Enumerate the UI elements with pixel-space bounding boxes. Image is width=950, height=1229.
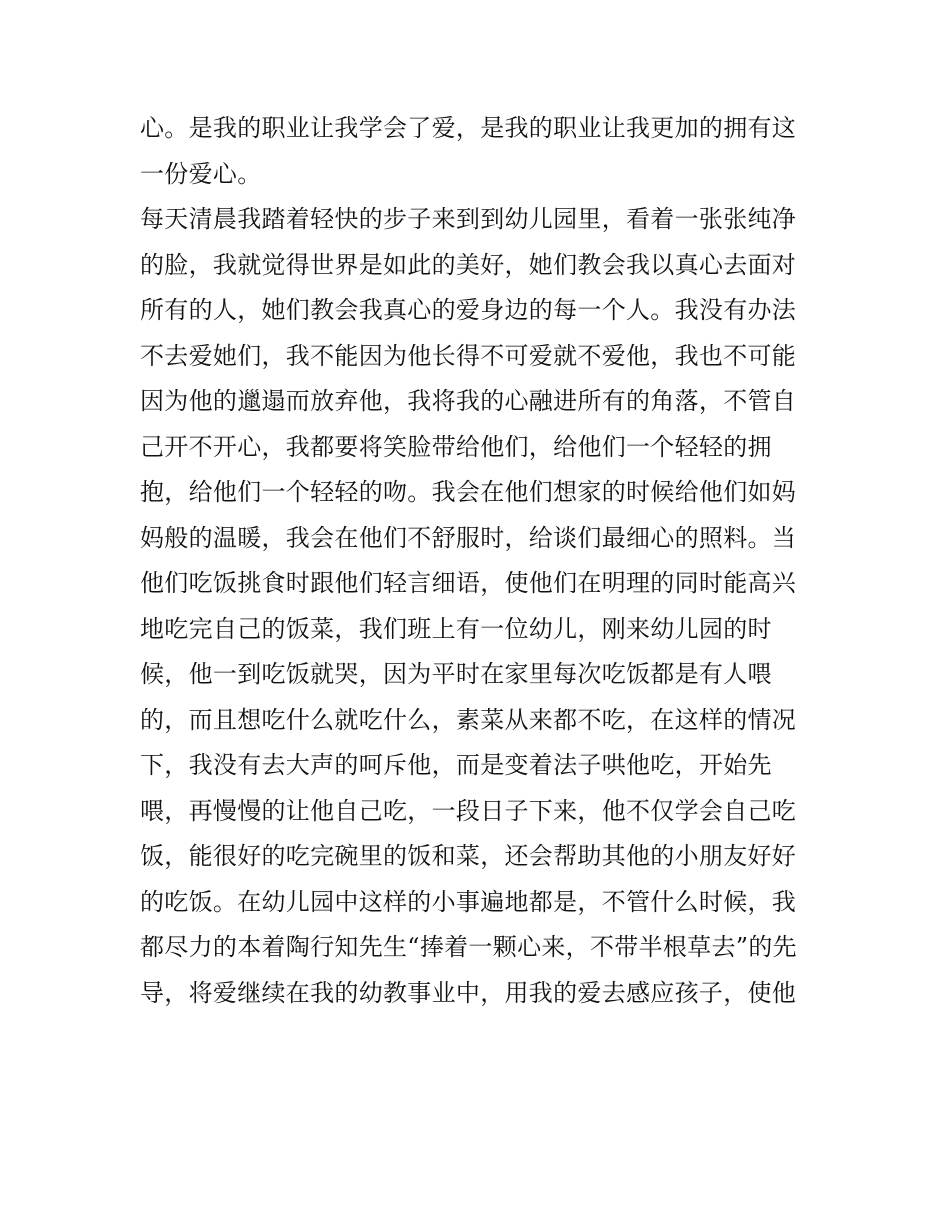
text-line: 心。是我的职业让我学会了爱，是我的职业让我更加的拥有这 [140,114,797,142]
text-line: 己开不开心，我都要将笑脸带给他们，给他们一个轻轻的拥 [140,432,772,461]
text-line: 因为他的邋遢而放弃他，我将我的心融进所有的角落，不管自 [140,387,797,415]
text-line: 的吃饭。在幼儿园中这样的小事遍地都是，不管什么时候，我 [140,887,797,916]
text-line: 都尽力的本着陶行知先生“捧着一颗心来，不带半根草去”的先 [140,933,797,961]
text-line: 喂，再慢慢的让他自己吃，一段日子下来，他不仅学会自己吃 [140,796,797,825]
text-line: 妈般的温暖，我会在他们不舒服时，给谈们最细心的照料。当 [140,523,797,552]
text-line: 候，他一到吃饭就哭，因为平时在家里每次吃饭都是有人喂 [140,660,772,688]
body-text [140,106,820,1016]
text-line: 导，将爱继续在我的幼教事业中，用我的爱去感应孩子，使他 [140,978,797,1007]
text-line: 下，我没有去大声的呵斥他，而是变着法子哄他吃，开始先 [140,751,772,779]
text-line: 不去爱她们，我不能因为他长得不可爱就不爱他，我也不可能 [140,341,797,370]
text-line: 所有的人，她们教会我真心的爱身边的每一个人。我没有办法 [140,296,797,324]
text-line: 抱，给他们一个轻轻的吻。我会在他们想家的时候给他们如妈 [140,478,797,506]
text-line: 饭，能很好的吃完碗里的饭和菜，还会帮助其他的小朋友好好 [140,842,797,870]
text-line: 每天清晨我踏着轻快的步子来到到幼儿园里，看着一张张纯净 [140,205,797,233]
text-line: 他们吃饭挑食时跟他们轻言细语，使他们在明理的同时能高兴 [140,569,797,597]
text-line: 的，而且想吃什么就吃什么，素菜从来都不吃，在这样的情况 [140,705,797,734]
text-line: 一份爱心。 [140,159,262,188]
text-line: 的脸，我就觉得世界是如此的美好，她们教会我以真心去面对 [140,250,797,279]
text-line: 地吃完自己的饭菜，我们班上有一位幼儿，刚来幼儿园的时 [140,614,772,643]
